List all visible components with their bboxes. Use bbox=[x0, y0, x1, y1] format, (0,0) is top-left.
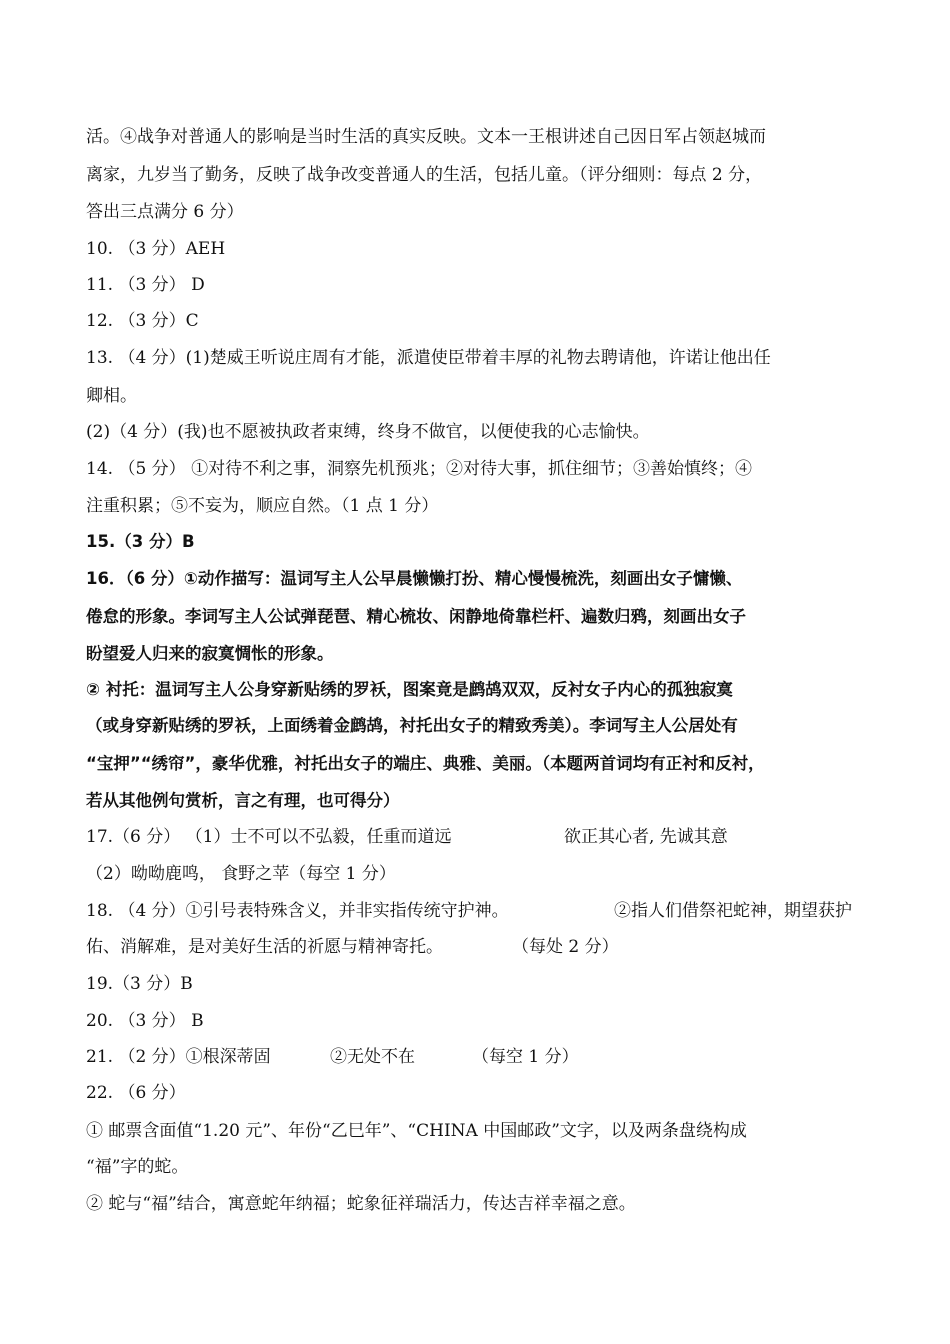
answer-13-part1: 13. （4 分）(1)楚威王听说庄周有才能，派遣使臣带着丰厚的礼物去聘请他，许诺让他出任 bbox=[86, 348, 771, 368]
text-line: 若从其他例句赏析，言之有理，也可得分） bbox=[86, 791, 400, 810]
answer-18-score: （每处 2 分） bbox=[512, 937, 619, 957]
answer-20: 20. （3 分） B bbox=[86, 1011, 204, 1031]
answer-18-part2: ②指人们借祭祀蛇神，期望获护 bbox=[614, 901, 852, 921]
text-line: （2）呦呦鹿鸣， 食野之苹（每空 1 分） bbox=[86, 864, 396, 884]
text-line: 倦怠的形象。李词写主人公试弹琵琶、精心梳妆、闲静地倚靠栏杆、遍数归鸦，刻画出女子 bbox=[86, 607, 746, 626]
answer-12: 12. （3 分）C bbox=[86, 311, 199, 331]
answer-15: 15.（3 分）B bbox=[86, 532, 195, 551]
answer-18 bbox=[86, 896, 876, 926]
answer-17 bbox=[86, 822, 876, 852]
answer-18-part1: 18. （4 分）①引号表特殊含义，并非实指传统守护神。 bbox=[86, 901, 509, 921]
text-line bbox=[86, 932, 876, 962]
text-line: 注重积累；⑤不妄为，顺应自然。（1 点 1 分） bbox=[86, 496, 439, 516]
answer-21-part1: 21. （2 分）①根深蒂固 bbox=[86, 1047, 271, 1067]
text-line: “福”字的蛇。 bbox=[86, 1157, 189, 1177]
answer-13-part2: (2)（4 分）(我)也不愿被执政者束缚，终身不做官，以便使我的心志愉快。 bbox=[86, 422, 650, 442]
answer-18-cont: 佑、消解难，是对美好生活的祈愿与精神寄托。 bbox=[86, 937, 443, 957]
answer-21-score: （每空 1 分） bbox=[472, 1047, 579, 1067]
answer-16: 16．（6 分）①动作描写：温词写主人公早晨懒懒打扮、精心慢慢梳洗，刻画出女子慵懒、 bbox=[86, 569, 743, 588]
answer-17-part2: 欲正其心者, 先诚其意 bbox=[564, 827, 728, 847]
text-line: 离家，九岁当了勤务，反映了战争改变普通人的生活，包括儿童。（评分细则：每点 2 分， bbox=[86, 165, 763, 185]
answer-11: 11. （3 分） D bbox=[86, 275, 205, 295]
text-line: 卿相。 bbox=[86, 386, 137, 406]
answer-14: 14. （5 分） ①对待不利之事，洞察先机预兆；②对待大事，抓住细节；③善始慎终；④ bbox=[86, 459, 753, 479]
answer-21-part2: ②无处不在 bbox=[330, 1047, 415, 1067]
text-line: ① 邮票含面值“1.20 元”、年份“乙巳年”、“CHINA 中国邮政”文字，以及两条盘绕构成 bbox=[86, 1121, 747, 1141]
answer-17-part1: 17.（6 分） （1）士不可以不弘毅，任重而道远 bbox=[86, 827, 452, 847]
answer-22: 22. （6 分） bbox=[86, 1083, 186, 1103]
text-line: 答出三点满分 6 分） bbox=[86, 202, 244, 222]
text-line: 活。④战争对普通人的影响是当时生活的真实反映。文本一王根讲述自己因日军占领赵城而 bbox=[86, 127, 766, 147]
text-line: “宝押”“绣帘”，豪华优雅，衬托出女子的端庄、典雅、美丽。（本题两首词均有正衬和反衬， bbox=[86, 754, 765, 773]
text-line: 盼望爱人归来的寂寞惆怅的形象。 bbox=[86, 644, 334, 663]
text-line: ② 衬托：温词写主人公身穿新贴绣的罗袄，图案竟是鹧鸪双双，反衬女子内心的孤独寂寞 bbox=[86, 680, 733, 699]
answer-21 bbox=[86, 1042, 876, 1072]
text-line: ② 蛇与“福”结合，寓意蛇年纳福；蛇象征祥瑞活力，传达吉祥幸福之意。 bbox=[86, 1194, 636, 1214]
answer-10: 10. （3 分）AEH bbox=[86, 239, 226, 259]
answer-19: 19.（3 分）B bbox=[86, 974, 193, 994]
text-line: （或身穿新贴绣的罗袄，上面绣着金鹧鸪，衬托出女子的精致秀美）。李词写主人公居处有 bbox=[86, 716, 738, 735]
